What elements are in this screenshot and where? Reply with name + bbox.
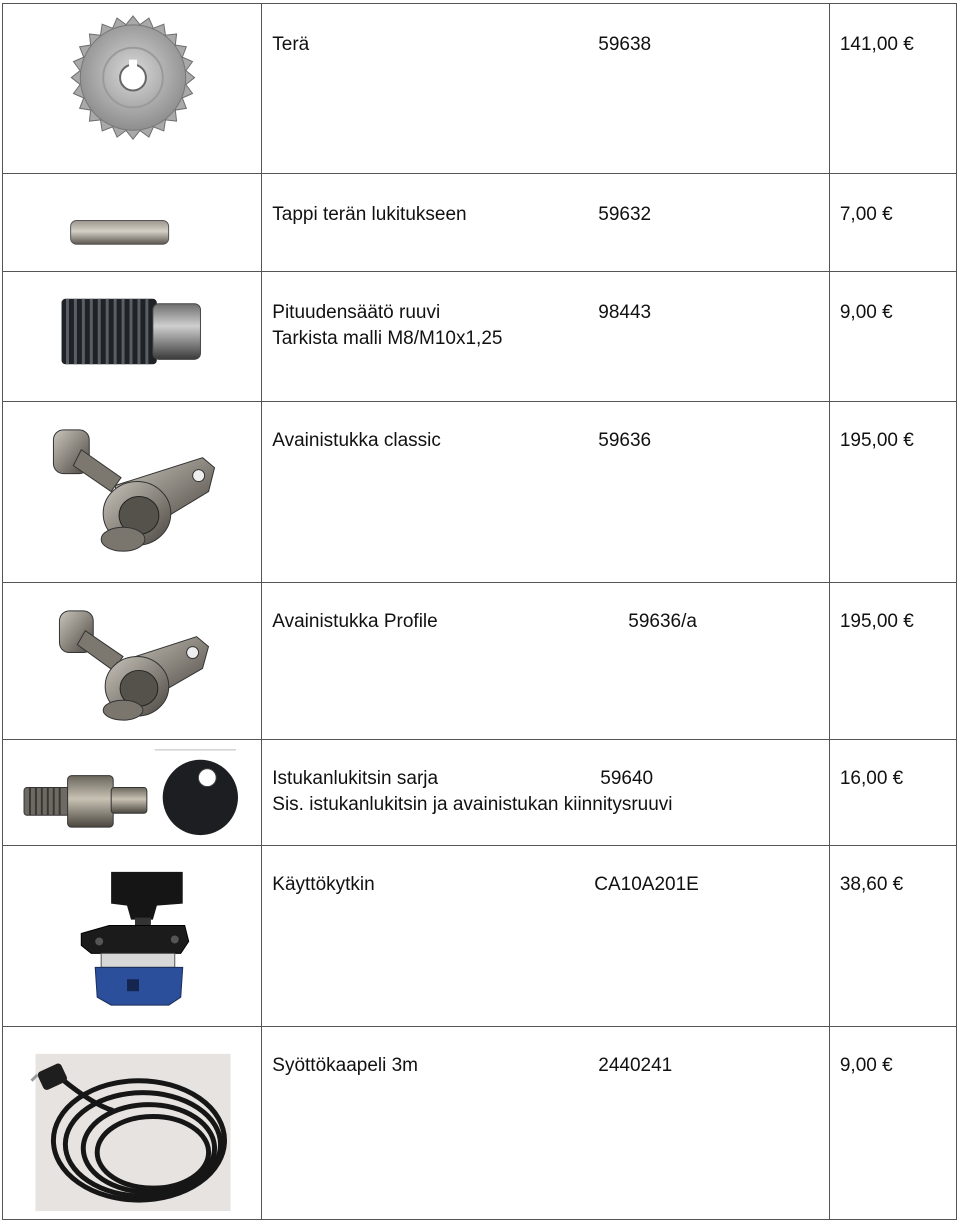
saw-blade-image	[3, 4, 261, 173]
image-cell	[3, 846, 262, 1027]
part-name: Terä	[272, 34, 310, 55]
price-cell	[829, 4, 956, 174]
chuck-lock-set-image	[3, 740, 261, 845]
price-cell	[829, 583, 956, 740]
part-note: Sis. istukanlukitsin ja avainistukan kiinnitysruuvi	[272, 794, 673, 815]
price-cell	[829, 740, 956, 846]
table-row	[3, 272, 957, 402]
image-cell	[3, 174, 262, 272]
info-cell	[262, 583, 830, 740]
part-name: Syöttökaapeli 3m	[272, 1055, 419, 1076]
part-price: 16,00 €	[839, 768, 904, 789]
info-cell	[262, 740, 830, 846]
part-price: 38,60 €	[839, 874, 904, 895]
table-row	[3, 583, 957, 740]
part-code: 98443	[598, 302, 652, 323]
threaded-screw-image	[3, 272, 261, 401]
part-code: CA10A201E	[594, 874, 699, 895]
part-price: 9,00 €	[839, 302, 893, 323]
table-row	[3, 402, 957, 583]
part-price: 195,00 €	[839, 611, 914, 632]
info-cell	[262, 174, 830, 272]
info-cell	[262, 1027, 830, 1220]
table-row	[3, 4, 957, 174]
image-cell	[3, 1027, 262, 1220]
part-code: 59632	[598, 204, 652, 225]
key-holder-classic-image	[3, 402, 261, 582]
part-price: 195,00 €	[839, 430, 914, 451]
table-row	[3, 1027, 957, 1220]
part-name: Avainistukka classic	[272, 430, 441, 451]
price-cell	[829, 846, 956, 1027]
info-cell	[262, 846, 830, 1027]
part-note: Tarkista malli M8/M10x1,25	[272, 328, 503, 349]
price-cell	[829, 272, 956, 402]
rotary-switch-image	[3, 846, 261, 1026]
image-cell	[3, 4, 262, 174]
part-price: 9,00 €	[839, 1055, 893, 1076]
image-cell	[3, 583, 262, 740]
table-row	[3, 740, 957, 846]
info-cell	[262, 272, 830, 402]
table-row	[3, 174, 957, 272]
part-code: 59640	[600, 768, 654, 789]
part-price: 7,00 €	[839, 204, 893, 225]
info-cell	[262, 4, 830, 174]
part-name: Avainistukka Profile	[272, 611, 438, 632]
key-holder-profile-image	[3, 583, 261, 739]
part-code: 2440241	[598, 1055, 673, 1076]
image-cell	[3, 740, 262, 846]
info-cell	[262, 402, 830, 583]
part-name: Käyttökytkin	[272, 874, 375, 895]
power-cable-image	[3, 1027, 261, 1219]
part-code: 59638	[598, 34, 652, 55]
table-row	[3, 846, 957, 1027]
price-cell	[829, 1027, 956, 1220]
image-cell	[3, 272, 262, 402]
price-cell	[829, 174, 956, 272]
part-price: 141,00 €	[839, 34, 914, 55]
price-cell	[829, 402, 956, 583]
part-name: Istukanlukitsin sarja	[272, 768, 439, 789]
parts-table	[2, 3, 957, 1220]
part-name: Pituudensäätö ruuvi	[272, 302, 441, 323]
part-name: Tappi terän lukitukseen	[272, 204, 467, 225]
image-cell	[3, 402, 262, 583]
part-code: 59636	[598, 430, 652, 451]
locking-pin-image	[3, 174, 261, 271]
part-code: 59636/a	[628, 611, 697, 632]
